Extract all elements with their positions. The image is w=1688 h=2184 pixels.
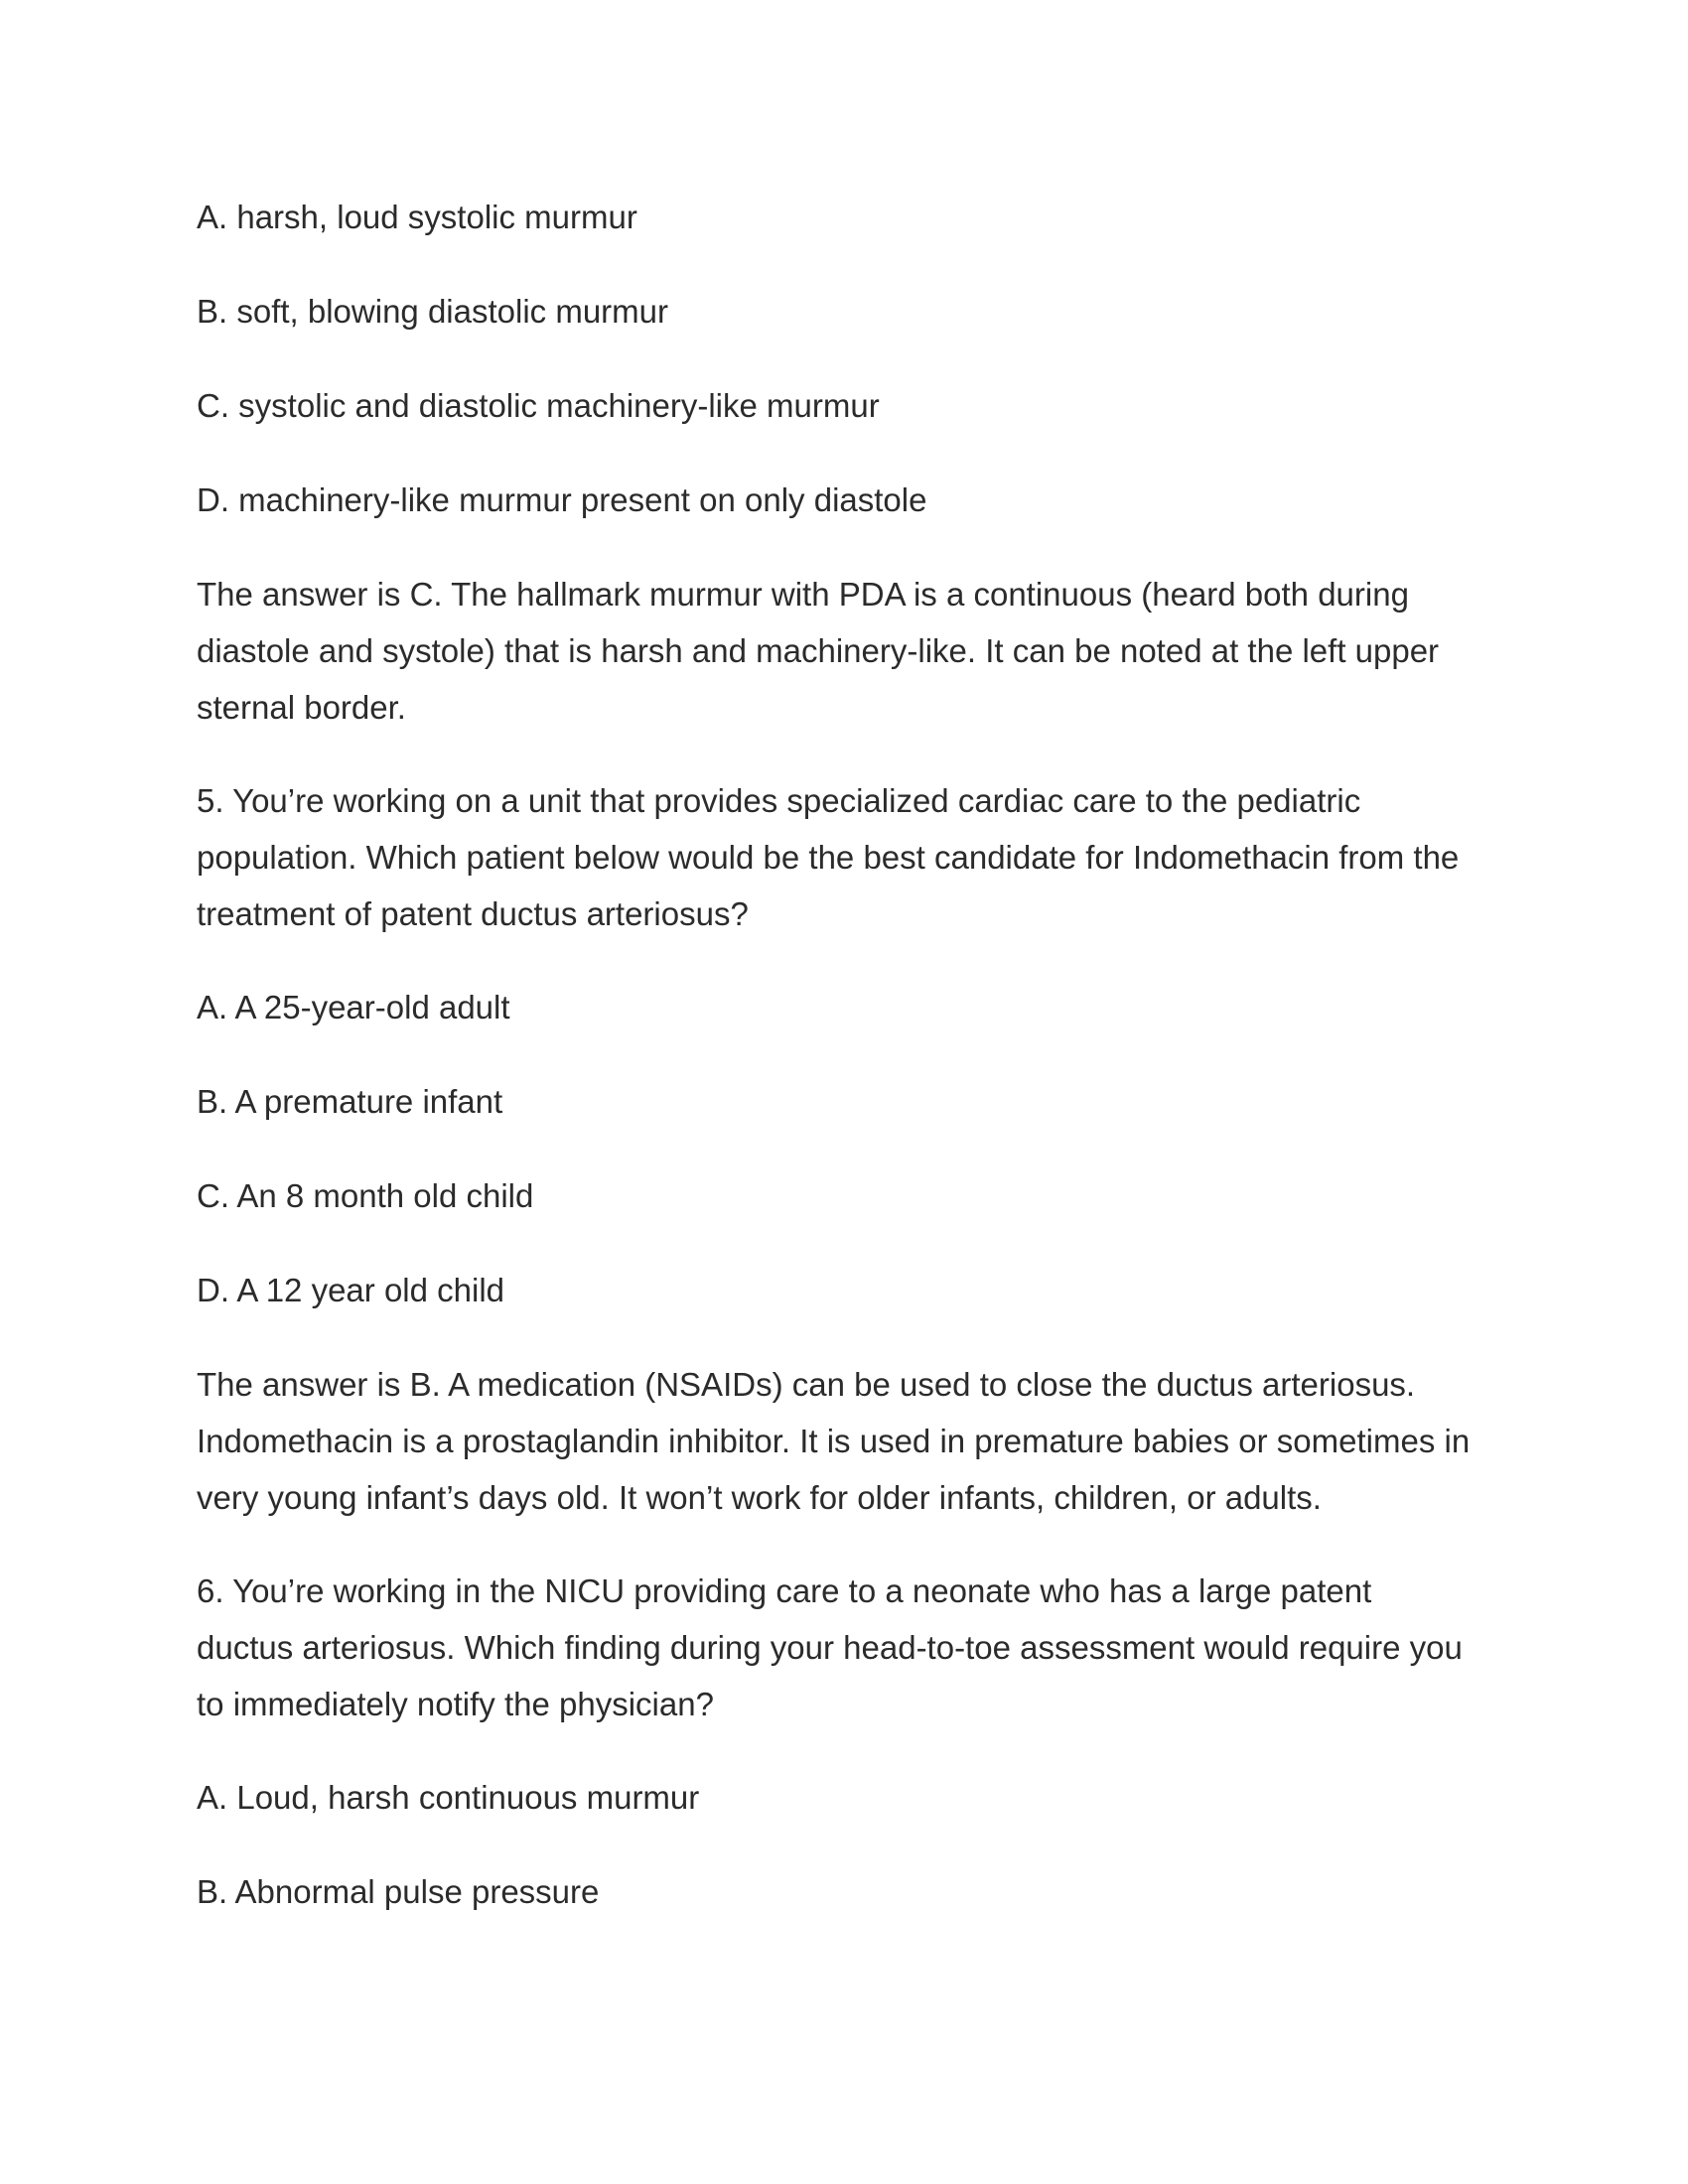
q4-option-a: A. harsh, loud systolic murmur [197, 199, 637, 235]
q4-option-c: C. systolic and diastolic machinery-like murmur [197, 387, 880, 424]
q6-question [197, 1563, 1517, 1732]
q6-option-a: A. Loud, harsh continuous murmur [197, 1779, 700, 1816]
q4-answer-explanation [197, 566, 1517, 736]
q4-answer-line: The answer is C. The hallmark murmur with PDA is a continuous (heard both during [197, 576, 1409, 613]
q4-answer-line: sternal border. [197, 689, 406, 726]
q6-question-line: to immediately notify the physician? [197, 1686, 714, 1722]
q5-question-line: treatment of patent ductus arteriosus? [197, 895, 749, 932]
q6-question-line: ductus arteriosus. Which finding during your head-to-toe assessment would require you [197, 1629, 1463, 1666]
q4-answer-line: diastole and systole) that is harsh and machinery-like. It can be noted at the left upper [197, 632, 1440, 669]
q5-option-a: A. A 25-year-old adult [197, 989, 510, 1025]
q5-question [197, 772, 1517, 942]
q6-option-b: B. Abnormal pulse pressure [197, 1873, 600, 1910]
q5-option-c: C. An 8 month old child [197, 1177, 534, 1214]
q6-question-line: 6. You’re working in the NICU providing care to a neonate who has a large patent [197, 1572, 1372, 1609]
q5-question-line: 5. You’re working on a unit that provides specialized cardiac care to the pediatric [197, 782, 1361, 819]
q4-option-d: D. machinery-like murmur present on only diastole [197, 481, 927, 518]
q5-option-b: B. A premature infant [197, 1083, 503, 1120]
q5-answer-line: The answer is B. A medication (NSAIDs) can be used to close the ductus arteriosus. [197, 1366, 1416, 1403]
q5-answer-explanation [197, 1356, 1517, 1526]
q5-option-d: D. A 12 year old child [197, 1272, 505, 1308]
q5-answer-line: Indomethacin is a prostaglandin inhibitor. It is used in premature babies or sometimes in [197, 1423, 1471, 1459]
q5-answer-line: very young infant’s days old. It won’t work for older infants, children, or adults. [197, 1479, 1322, 1516]
q4-option-b: B. soft, blowing diastolic murmur [197, 293, 669, 330]
document-page [197, 189, 1517, 1958]
q5-question-line: population. Which patient below would be the best candidate for Indomethacin from the [197, 839, 1460, 876]
